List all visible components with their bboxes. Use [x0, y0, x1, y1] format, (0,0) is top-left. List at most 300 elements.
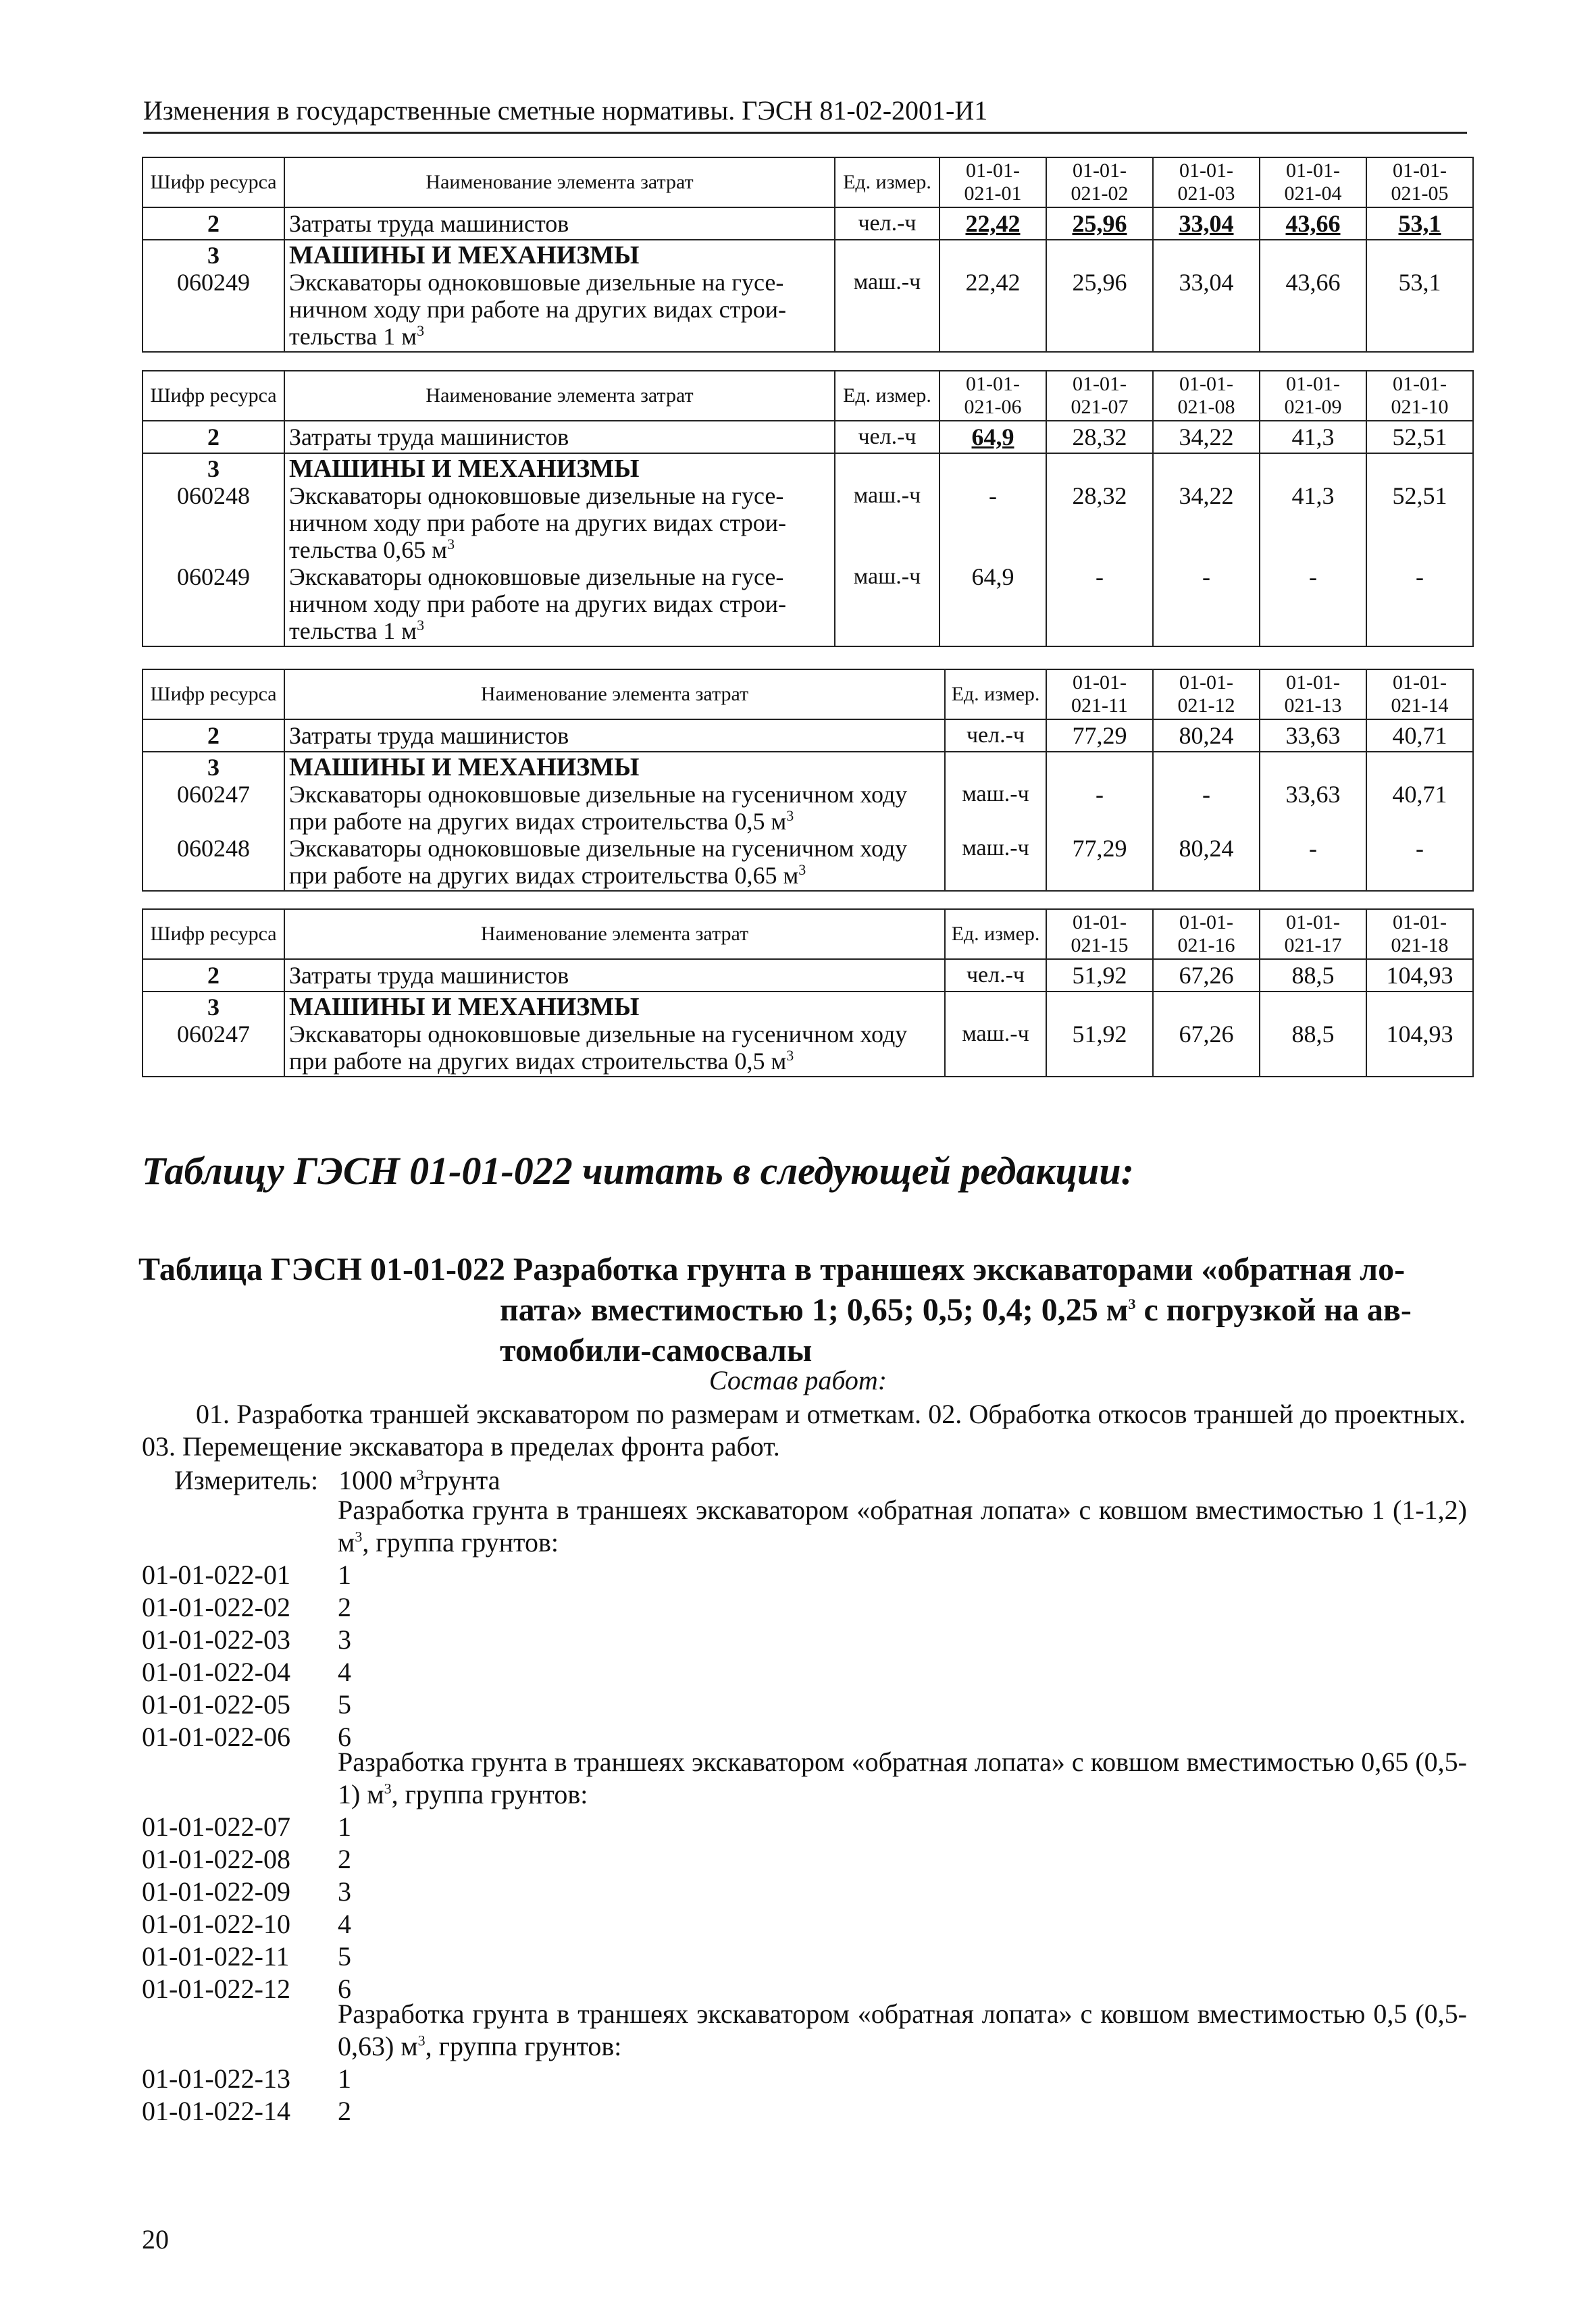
unit-superscript: 3 [417, 322, 425, 339]
machine-name-line: Экскаваторы одноковшовые дизельные на гусеничном ходу [289, 1021, 908, 1048]
labor-value: 52,51 [1366, 421, 1473, 453]
col-code-header: Шифр ресурса [143, 909, 284, 959]
machine-name-line: тельства 1 $м^3$ [289, 322, 425, 350]
labor-row [143, 719, 1473, 752]
norm-code-part: 01-01- [1286, 373, 1340, 395]
norm-code-header [1260, 157, 1366, 207]
measure-label: Измеритель: [174, 1465, 319, 1495]
norm-code-part: 01-01- [1179, 911, 1233, 933]
title-line-1: Таблица ГЭСН 01-01-022 Разработка грунта в траншеях экскаваторами «обратная ло- [138, 1252, 1406, 1287]
machine-values [1046, 992, 1153, 1077]
machine-value: 25,96 [1072, 269, 1127, 296]
col-unit-header: Ед. измер. [945, 669, 1046, 719]
norm-row [142, 1721, 351, 1753]
norm-code-header [1046, 909, 1153, 959]
machines-section-title: МАШИНЫ И МЕХАНИЗМЫ [289, 753, 640, 781]
norm-code-part: 021-01 [964, 182, 1022, 205]
machine-unit: маш.-ч [853, 564, 921, 589]
group-description [338, 1998, 1467, 2063]
labor-code: 2 [143, 719, 284, 752]
norm-code: 01-01-022-06 [142, 1722, 290, 1752]
norm-code-header [1046, 157, 1153, 207]
table-header-row [143, 371, 1473, 421]
spacer [950, 754, 1041, 781]
machine-value: 64,9 [971, 563, 1014, 590]
table-header-row [143, 157, 1473, 207]
table-header-row [143, 669, 1473, 719]
norm-code: 01-01-022-07 [142, 1811, 290, 1842]
machine-values [1366, 453, 1473, 646]
labor-row [143, 207, 1473, 240]
norm-code-part: 01-01- [1073, 373, 1127, 395]
machine-unit: маш.-ч [853, 269, 921, 294]
norm-row [142, 1656, 351, 1689]
machine-value: 41,3 [1291, 482, 1335, 509]
machine-value: 77,29 [1072, 835, 1127, 862]
machine-unit: маш.-ч [962, 1021, 1029, 1046]
labor-value: 33,63 [1260, 719, 1366, 752]
unit-superscript: 3 [786, 1047, 794, 1064]
machine-name-line: при работе на других видах строительства 0,5 $м^3$ [289, 807, 794, 835]
norm-code-header [1153, 157, 1260, 207]
norm-code: 01-01-022-01 [142, 1560, 290, 1590]
machine-values [1260, 240, 1366, 352]
machine-value: 88,5 [1291, 1021, 1335, 1048]
machine-value: 40,71 [1392, 781, 1447, 808]
col-name-header: Наименование элемента затрат [284, 909, 945, 959]
machine-units [945, 992, 1046, 1077]
soil-group: 4 [338, 1657, 351, 1687]
machines-row [143, 240, 1473, 352]
labor-value: 40,71 [1366, 719, 1473, 752]
norm-code-header [1260, 371, 1366, 421]
soil-group: 5 [338, 1689, 351, 1720]
spacer [1371, 455, 1468, 482]
machine-value: 53,1 [1398, 269, 1441, 296]
norm-row [142, 1973, 351, 2005]
norm-code-part: 01-01- [1393, 373, 1447, 395]
norm-code-part: 021-08 [1177, 396, 1235, 418]
measure-value: 1000 м3грунта [338, 1465, 500, 1495]
machine-name-line: ничном ходу при работе на других видах строи- [289, 296, 787, 323]
machine-code: 060249 [177, 269, 250, 296]
norm-code: 01-01-022-03 [142, 1624, 290, 1655]
machine-value: 80,24 [1179, 835, 1234, 862]
machines-section-code: 3 [207, 754, 220, 781]
labor-code: 2 [143, 421, 284, 453]
norm-code-part: 01-01- [1286, 671, 1340, 694]
norm-code: 01-01-022-12 [142, 1974, 290, 2004]
soil-group: 4 [338, 1909, 351, 1939]
spacer [1158, 455, 1255, 482]
norm-code-part: 021-03 [1177, 182, 1235, 205]
machines-row [143, 453, 1473, 646]
labor-unit: чел.-ч [835, 421, 939, 453]
machine-values [1153, 752, 1260, 891]
unit-superscript: 3 [355, 1528, 363, 1545]
norm-row [142, 2063, 351, 2095]
machine-name [289, 1021, 940, 1075]
norm-code: 01-01-022-11 [142, 1941, 290, 1972]
machine-value: - [1416, 835, 1424, 862]
norm-code-part: 01-01- [1179, 159, 1233, 182]
norm-code-header [939, 371, 1046, 421]
machine-name [289, 781, 940, 835]
norm-row [142, 1591, 351, 1624]
spacer [1051, 242, 1148, 269]
norm-code-part: 01-01- [1286, 911, 1340, 933]
labor-value: 34,22 [1153, 421, 1260, 453]
machine-value: 51,92 [1072, 1021, 1127, 1048]
unit-superscript: 3 [447, 536, 455, 552]
norm-code-header [1366, 669, 1473, 719]
soil-group: 2 [338, 2096, 351, 2126]
norm-code: 01-01-022-08 [142, 1844, 290, 1874]
soil-group: 2 [338, 1592, 351, 1622]
col-name-header: Наименование элемента затрат [284, 371, 835, 421]
machine-units [945, 752, 1046, 891]
machine-name [289, 482, 830, 563]
machine-name-line: при работе на других видах строительства 0,5 $м^3$ [289, 1047, 794, 1075]
machine-value: 104,93 [1386, 1021, 1453, 1048]
soil-group: 6 [338, 1722, 351, 1752]
group-description [338, 1746, 1467, 1811]
machine-value: 52,51 [1392, 482, 1447, 509]
spacer [840, 242, 935, 269]
machines-section-title: МАШИНЫ И МЕХАНИЗМЫ [289, 455, 640, 483]
group-description [338, 1494, 1467, 1559]
norm-code-part: 021-02 [1071, 182, 1129, 205]
soil-group: 1 [338, 2063, 351, 2094]
norm-code-header [1366, 909, 1473, 959]
machine-codes [143, 453, 284, 646]
soil-group: 5 [338, 1941, 351, 1972]
labor-value: 22,42 [939, 207, 1046, 240]
norm-code-part: 021-15 [1071, 934, 1129, 956]
machine-codes [143, 992, 284, 1077]
group-text-tail: , группа грунтов: [425, 2031, 622, 2061]
soil-group: 3 [338, 1624, 351, 1655]
norm-code-part: 01-01- [1393, 671, 1447, 694]
norm-code-part: 021-13 [1284, 694, 1342, 717]
group-text: Разработка грунта в траншеях экскаватором «обратная лопата» с ковшом вместимостью 0,5 (0,5-0,63) м [338, 1999, 1467, 2061]
unit-superscript: 3 [417, 617, 425, 634]
labor-value: 33,04 [1153, 207, 1260, 240]
soil-group: 1 [338, 1560, 351, 1590]
norm-code-part: 021-04 [1284, 182, 1342, 205]
norm-code-header [1046, 371, 1153, 421]
norm-code-part: 021-18 [1391, 934, 1449, 956]
norm-row [142, 1940, 351, 1973]
labor-value: 77,29 [1046, 719, 1153, 752]
title-line-2: пата» вместимостью 1; 0,65; 0,5; 0,4; 0,25 $м^3$ с погрузкой на ав- [500, 1292, 1412, 1328]
labor-value: 64,9 [939, 421, 1046, 453]
machine-name [289, 269, 830, 350]
machine-value: - [1202, 563, 1210, 590]
spacer [1051, 455, 1148, 482]
labor-value: 41,3 [1260, 421, 1366, 453]
machine-values [1260, 453, 1366, 646]
machine-values [1366, 992, 1473, 1077]
machine-code: 060248 [177, 835, 250, 862]
labor-value: 88,5 [1260, 959, 1366, 992]
norm-row [142, 1624, 351, 1656]
machine-value: 33,04 [1179, 269, 1234, 296]
machine-name-line: ничном ходу при работе на других видах строи- [289, 509, 787, 536]
norm-code-part: 01-01- [1073, 159, 1127, 182]
norm-code-part: 01-01- [1073, 671, 1127, 694]
spacer [950, 994, 1041, 1021]
machine-code: 060247 [177, 1021, 250, 1048]
machine-name [289, 563, 830, 644]
machine-value: - [1309, 563, 1317, 590]
machines-row [143, 752, 1473, 891]
machines-section-code: 3 [207, 994, 220, 1021]
norm-code-header [1153, 371, 1260, 421]
spacer [1371, 754, 1468, 781]
labor-code: 2 [143, 959, 284, 992]
labor-unit: чел.-ч [945, 719, 1046, 752]
spacer [1264, 994, 1362, 1021]
machine-unit: маш.-ч [962, 835, 1029, 860]
machine-value: 28,32 [1072, 482, 1127, 509]
table-title [138, 1250, 1472, 1371]
spacer [944, 242, 1041, 269]
unit-superscript: 3 [786, 807, 794, 824]
norm-code-part: 01-01- [1393, 911, 1447, 933]
machine-values [939, 453, 1046, 646]
machine-codes [143, 240, 284, 352]
norm-code: 01-01-022-05 [142, 1689, 290, 1720]
spacer [1051, 754, 1148, 781]
machine-name-line: тельства 1 $м^3$ [289, 617, 425, 644]
machine-name-line: Экскаваторы одноковшовые дизельные на гусе- [289, 563, 784, 590]
machine-value: 33,63 [1285, 781, 1341, 808]
machines-section-title: МАШИНЫ И МЕХАНИЗМЫ [289, 993, 640, 1021]
norm-code: 01-01-022-14 [142, 2096, 290, 2126]
machine-unit: маш.-ч [853, 483, 921, 508]
machine-name-line: Экскаваторы одноковшовые дизельные на гусеничном ходу [289, 781, 908, 808]
machines-row [143, 992, 1473, 1077]
group-text-tail: , группа грунтов: [362, 1527, 559, 1558]
spacer [1158, 994, 1255, 1021]
machines-section-code: 3 [207, 242, 220, 269]
labor-row [143, 959, 1473, 992]
norm-code-part: 021-09 [1284, 396, 1342, 418]
machine-values [1153, 453, 1260, 646]
norm-code-part: 01-01- [1393, 159, 1447, 182]
measure [174, 1464, 500, 1496]
machine-units [835, 453, 939, 646]
norm-code-header [1366, 371, 1473, 421]
page-number: 20 [142, 2224, 169, 2255]
col-name-header: Наименование элемента затрат [284, 669, 945, 719]
norm-code-header [1366, 157, 1473, 207]
machine-code: 060248 [177, 482, 250, 509]
group-text-tail: , группа грунтов: [391, 1779, 588, 1809]
group-text: Разработка грунта в траншеях экскаватором «обратная лопата» с ковшом вместимостью 0,65 (0,5-1) м [338, 1747, 1467, 1809]
machine-units [835, 240, 939, 352]
machine-values [1046, 240, 1153, 352]
machine-name-line: ничном ходу при работе на других видах строи- [289, 590, 787, 617]
machine-names [284, 752, 945, 891]
machine-value: - [1096, 563, 1104, 590]
unit-superscript: 3 [384, 1780, 392, 1797]
spacer [1158, 242, 1255, 269]
machine-names [284, 992, 945, 1077]
norm-code-header [1260, 909, 1366, 959]
machine-names [284, 453, 835, 646]
norm-row [142, 1876, 351, 1908]
norm-code-part: 021-17 [1284, 934, 1342, 956]
labor-unit: чел.-ч [835, 207, 939, 240]
norm-row [142, 1689, 351, 1721]
norm-code: 01-01-022-04 [142, 1657, 290, 1687]
col-unit-header: Ед. измер. [835, 371, 939, 421]
norm-code-part: 01-01- [1179, 373, 1233, 395]
machine-value: - [989, 482, 997, 509]
works-text: 01. Разработка траншей экскаватором по размерам и отметкам. 02. Обработка откосов траншей до проектных. 03. Перемещение экскаватора в пределах фронта работ. [142, 1399, 1466, 1462]
norm-code-part: 021-14 [1391, 694, 1449, 717]
soil-group: 1 [338, 1811, 351, 1842]
col-unit-header: Ед. измер. [945, 909, 1046, 959]
title-line-3: томобили-самосвалы [500, 1333, 813, 1368]
col-code-header: Шифр ресурса [143, 669, 284, 719]
soil-group: 6 [338, 1974, 351, 2004]
labor-value: 104,93 [1366, 959, 1473, 992]
machine-values [1153, 240, 1260, 352]
norm-code-part: 01-01- [1179, 671, 1233, 694]
labor-value: 80,24 [1153, 719, 1260, 752]
machine-values [1046, 752, 1153, 891]
labor-row [143, 421, 1473, 453]
labor-value: 43,66 [1260, 207, 1366, 240]
norm-code-header [1046, 669, 1153, 719]
machine-values [1366, 752, 1473, 891]
norm-code-part: 01-01- [1286, 159, 1340, 182]
norm-code-part: 021-11 [1071, 694, 1128, 717]
labor-value: 25,96 [1046, 207, 1153, 240]
group-text: Разработка грунта в траншеях экскаватором «обратная лопата» с ковшом вместимостью 1 (1-1,2) м [338, 1495, 1467, 1558]
norm-row [142, 1908, 351, 1940]
col-code-header: Шифр ресурса [143, 371, 284, 421]
machine-value: 43,66 [1285, 269, 1341, 296]
norm-code: 01-01-022-09 [142, 1876, 290, 1907]
machine-code: 060249 [177, 563, 250, 590]
spacer [1264, 754, 1362, 781]
norm-code-part: 021-06 [964, 396, 1022, 418]
labor-value: 67,26 [1153, 959, 1260, 992]
norm-code-part: 021-16 [1177, 934, 1235, 956]
norm-row [142, 2095, 351, 2128]
spacer [1264, 242, 1362, 269]
labor-value: 28,32 [1046, 421, 1153, 453]
spacer [840, 455, 935, 482]
labor-value: 51,92 [1046, 959, 1153, 992]
col-unit-header: Ед. измер. [835, 157, 939, 207]
works-heading: Состав работ: [709, 1365, 887, 1395]
norm-row [142, 1811, 351, 1843]
machine-name-line: Экскаваторы одноковшовые дизельные на гусеничном ходу [289, 835, 908, 862]
machine-value: 22,42 [965, 269, 1021, 296]
norm-code-part: 021-05 [1391, 182, 1449, 205]
norm-row [142, 1559, 351, 1591]
spacer [1264, 455, 1362, 482]
labor-name: Затраты труда машинистов [284, 719, 945, 752]
machine-codes [143, 752, 284, 891]
machine-value: - [1416, 563, 1424, 590]
col-name-header: Наименование элемента затрат [284, 157, 835, 207]
machine-values [1366, 240, 1473, 352]
norm-code-header [1153, 669, 1260, 719]
unit-superscript: 3 [798, 861, 806, 878]
labor-name: Затраты труда машинистов [284, 207, 835, 240]
labor-name: Затраты труда машинистов [284, 421, 835, 453]
norm-code-header [1260, 669, 1366, 719]
table-header-row [143, 909, 1473, 959]
machine-value: 67,26 [1179, 1021, 1234, 1048]
soil-group: 3 [338, 1876, 351, 1907]
machine-value: - [1309, 835, 1317, 862]
labor-value: 53,1 [1366, 207, 1473, 240]
redaction-note: Таблицу ГЭСН 01-01-022 читать в следующей редакции: [142, 1149, 1134, 1193]
spacer [944, 455, 1041, 482]
machine-name-line: при работе на других видах строительства 0,65 $м^3$ [289, 861, 806, 889]
norm-code-part: 021-10 [1391, 396, 1449, 418]
col-code-header: Шифр ресурса [143, 157, 284, 207]
norm-code: 01-01-022-10 [142, 1909, 290, 1939]
machine-value: 34,22 [1179, 482, 1234, 509]
machine-values [1046, 453, 1153, 646]
machine-name-line: Экскаваторы одноковшовые дизельные на гусе- [289, 269, 784, 296]
machine-code: 060247 [177, 781, 250, 808]
norm-code-part: 01-01- [966, 159, 1020, 182]
machine-values [1260, 752, 1366, 891]
machines-section-title: МАШИНЫ И МЕХАНИЗМЫ [289, 241, 640, 269]
norm-code: 01-01-022-02 [142, 1592, 290, 1622]
norm-code-part: 01-01- [966, 373, 1020, 395]
resource-table [142, 157, 1474, 353]
spacer [1371, 242, 1468, 269]
machine-values [939, 240, 1046, 352]
spacer [1158, 754, 1255, 781]
machine-value: - [1096, 781, 1104, 808]
norm-code-part: 021-07 [1071, 396, 1129, 418]
labor-unit: чел.-ч [945, 959, 1046, 992]
norm-code-part: 021-12 [1177, 694, 1235, 717]
norm-row [142, 1843, 351, 1876]
norm-code-header [939, 157, 1046, 207]
machine-unit: маш.-ч [962, 781, 1029, 806]
resource-table [142, 908, 1474, 1077]
page-header: Изменения в государственные сметные нормативы. ГЭСН 81-02-2001-И1 [143, 95, 1467, 134]
machine-value: - [1202, 781, 1210, 808]
labor-code: 2 [143, 207, 284, 240]
machine-name [289, 835, 940, 889]
labor-name: Затраты труда машинистов [284, 959, 945, 992]
norm-code: 01-01-022-13 [142, 2063, 290, 2094]
machine-values [1260, 992, 1366, 1077]
spacer [1051, 994, 1148, 1021]
machines-section-code: 3 [207, 455, 220, 482]
norm-code-header [1153, 909, 1260, 959]
machine-name-line: Экскаваторы одноковшовые дизельные на гусе- [289, 482, 784, 509]
unit-superscript: 3 [417, 2032, 426, 2049]
machine-names [284, 240, 835, 352]
soil-group: 2 [338, 1844, 351, 1874]
resource-table [142, 669, 1474, 892]
resource-table [142, 370, 1474, 647]
